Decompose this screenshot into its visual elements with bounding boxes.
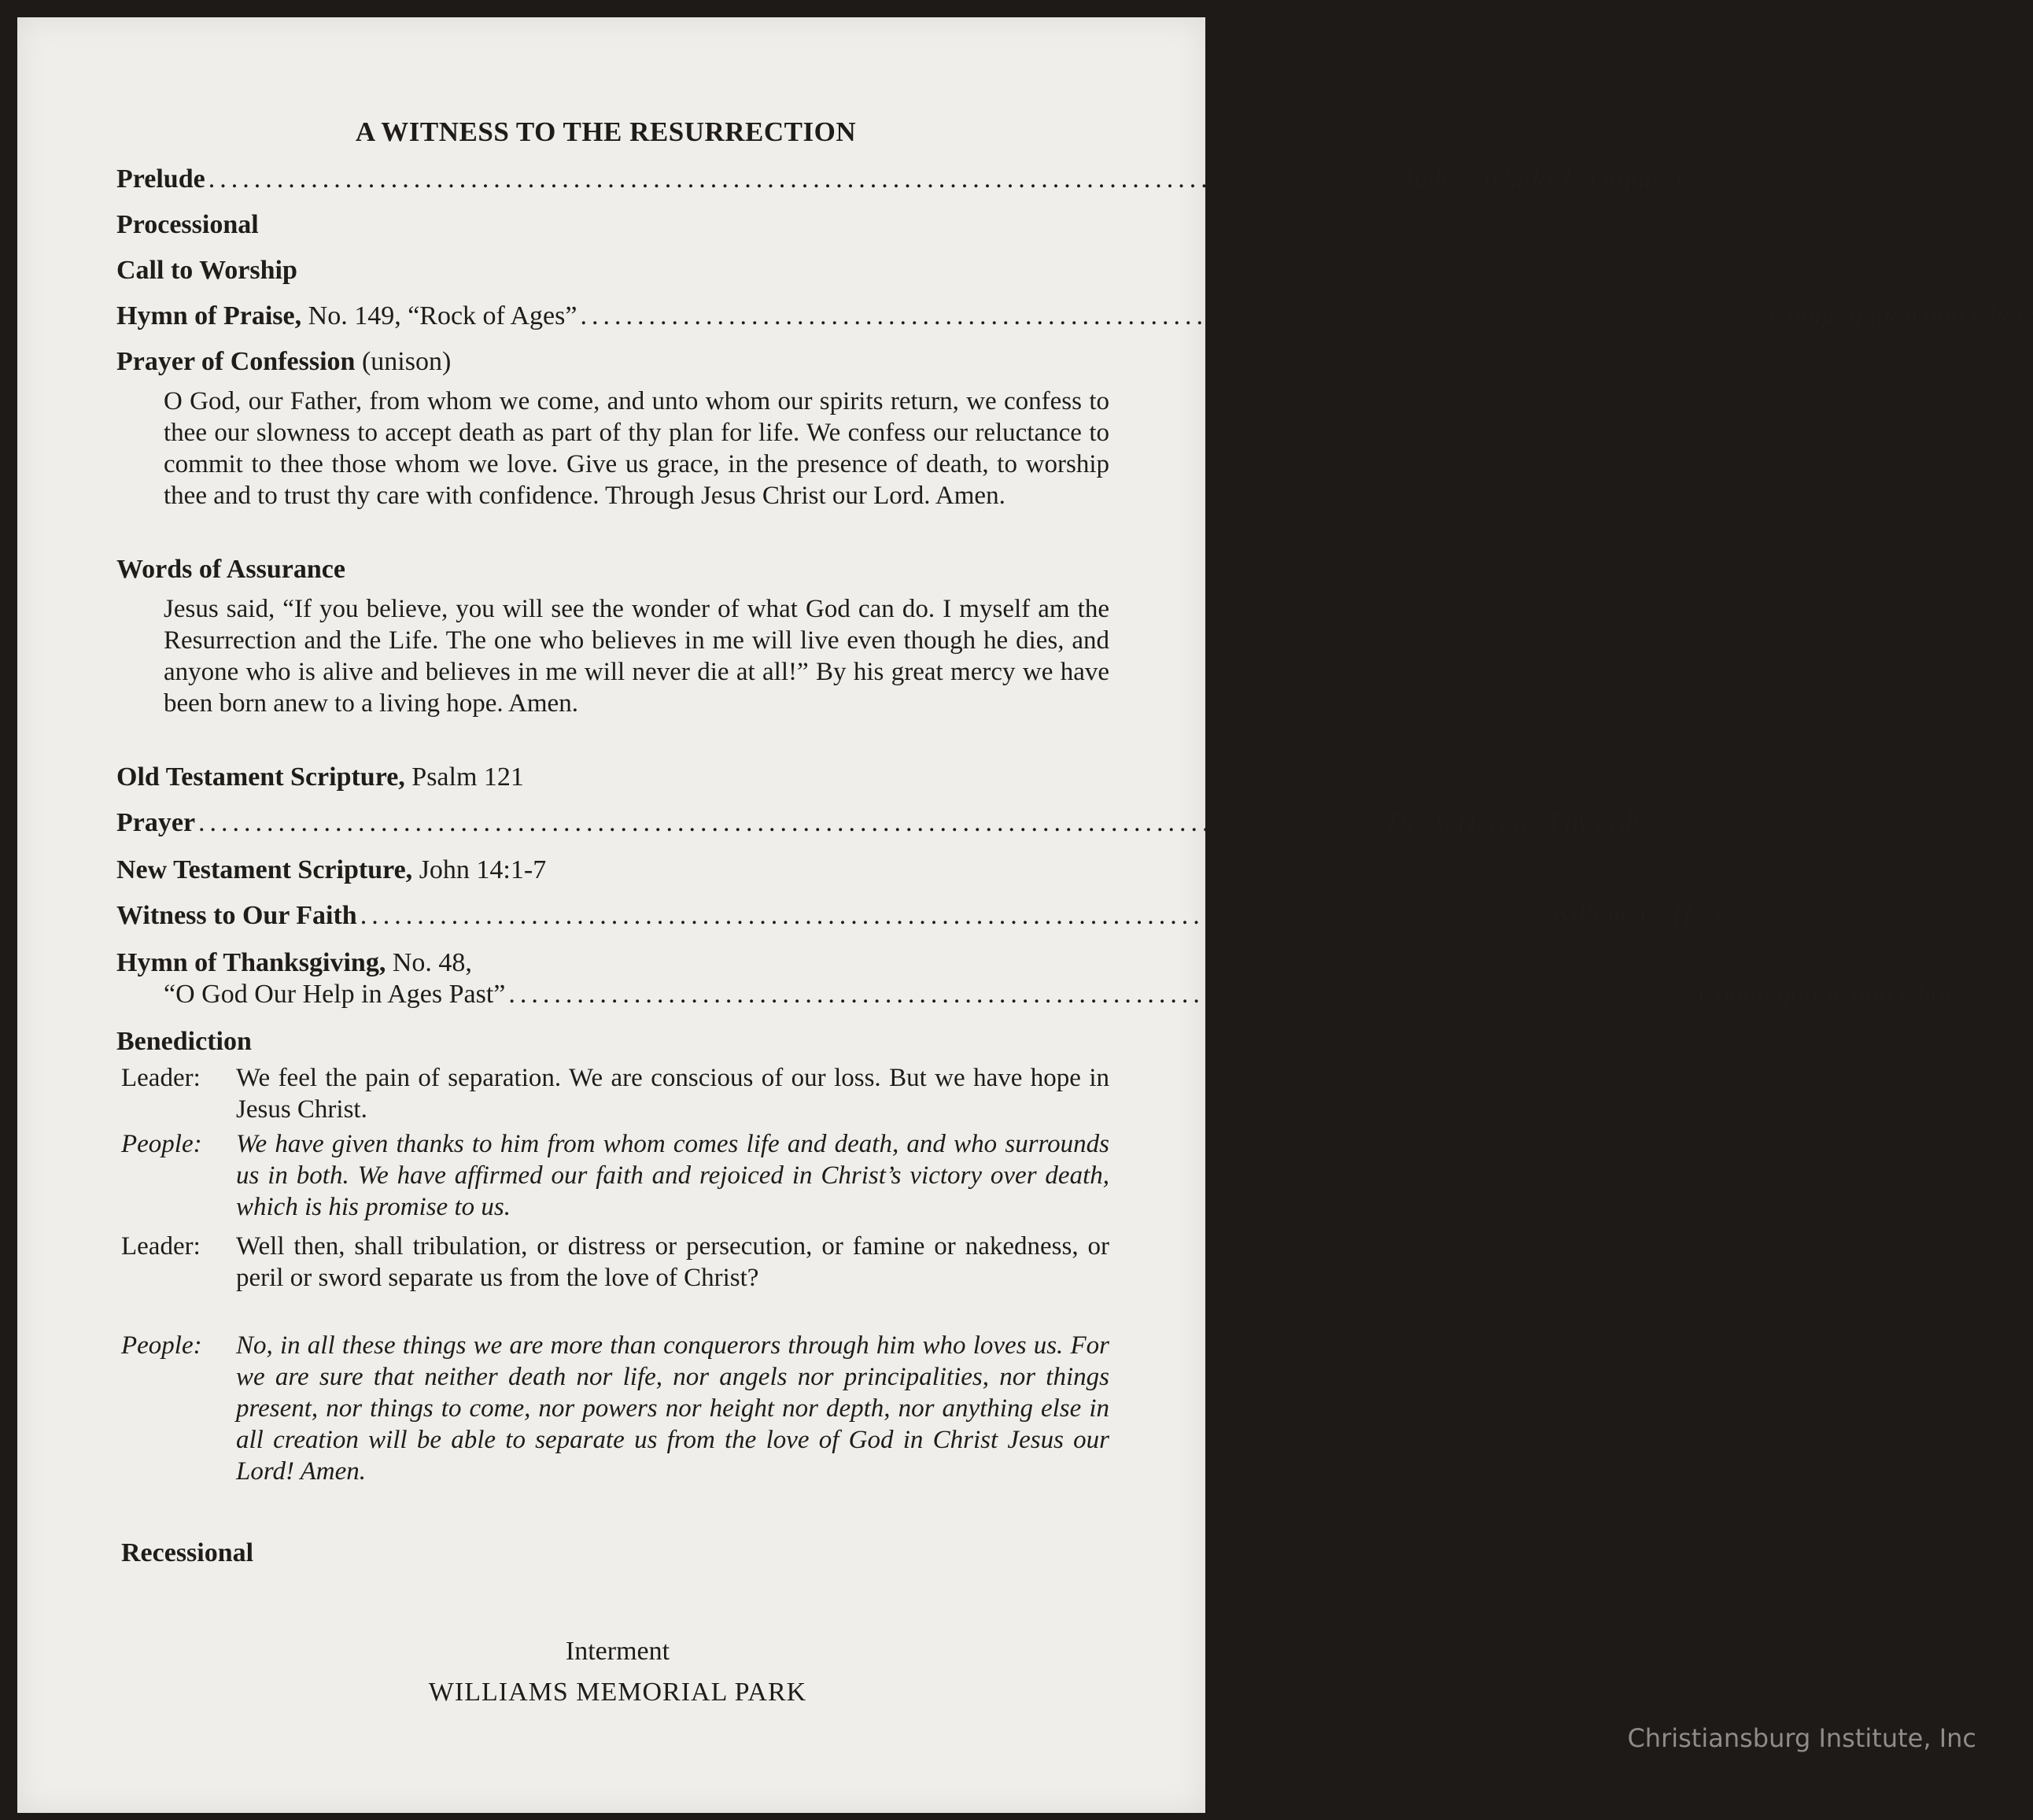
- benediction-response-2: [121, 1128, 1109, 1223]
- response-speaker: People:: [121, 1331, 202, 1360]
- benediction-response-3: [121, 1231, 1109, 1294]
- prayer-confession-label: Prayer of Confession: [116, 347, 356, 376]
- prayer-line: [116, 807, 1644, 839]
- hymn-thanks-title: “O God Our Help in Ages Past”: [164, 980, 506, 1009]
- recessional-label: Recessional: [121, 1538, 254, 1567]
- recessional-line: [121, 1538, 1114, 1569]
- processional-line: [116, 209, 1109, 241]
- prelude-performer: Audrey Whitlock, Organist: [1397, 164, 1684, 194]
- words-assurance-label: Words of Assurance: [116, 555, 345, 584]
- call-to-worship-line: [116, 255, 1109, 286]
- leader-dots: ........................................................................................................: [198, 808, 1385, 837]
- processional-label: Processional: [116, 210, 259, 239]
- response-text: We feel the pain of separation. We are conscious of our loss. But we have hope in Jesus Christ.: [236, 1064, 1109, 1124]
- hymn-praise-line: [116, 301, 2033, 332]
- interment-label: Interment: [565, 1637, 670, 1666]
- hymn-praise-performer: Congregation and Choir: [1769, 301, 2033, 330]
- benediction-response-1: [121, 1062, 1109, 1125]
- hymn-praise-label: Hymn of Praise,: [116, 301, 302, 330]
- watermark: Christiansburg Institute, Inc: [1627, 1723, 1976, 1753]
- leader-dots: ........................................................................................................: [208, 164, 1395, 194]
- old-testament-line: [116, 762, 1109, 793]
- leader-dots: ........................................................................................................: [508, 980, 1695, 1009]
- new-testament-label: New Testament Scripture,: [116, 855, 413, 884]
- response-text: We have given thanks to him from whom comes life and death, and who surrounds us in both. We have affirmed our faith and rejoiced in Christ’s victory over death, which is his promise to us.: [236, 1130, 1109, 1221]
- hymn-thanks-line: [116, 947, 1109, 979]
- leader-dots: ........................................................................................................: [360, 901, 1547, 930]
- response-speaker: Leader:: [121, 1064, 201, 1092]
- response-text: No, in all these things we are more than conquerors through him who loves us. For we are sure that neither death nor life, nor angels nor principalities, nor things present, nor things to come, nor powers nor height nor depth, nor anything else in all creation will be able to separate us from the love of God in Christ Jesus our Lord! Amen.: [236, 1331, 1109, 1486]
- leader-dots: ........................................................................................................: [580, 301, 1767, 330]
- prelude-label: Prelude: [116, 164, 205, 194]
- prayer-leader: Dr. A. Horatio Edwards: [1388, 808, 1644, 837]
- words-assurance-text: Jesus said, “If you believe, you will see the wonder of what God can do. I myself am the Resurrection and the Life. The one who believes in me will live even though he dies, and anyone who is alive and believes in me will never die at all!” By his great mercy we have been born anew to a living hope. Amen.: [164, 595, 1109, 718]
- call-to-worship-label: Call to Worship: [116, 256, 297, 285]
- prayer-confession-line: [116, 346, 1109, 378]
- prayer-confession-note: (unison): [361, 347, 452, 376]
- response-speaker: Leader:: [121, 1232, 201, 1261]
- new-testament-line: [116, 855, 1109, 886]
- benediction-response-4: [121, 1330, 1109, 1487]
- witness-line: [116, 900, 1728, 932]
- words-assurance-line: [116, 554, 1109, 585]
- old-testament-label: Old Testament Scripture,: [116, 762, 405, 792]
- old-testament-detail: Psalm 121: [411, 762, 524, 792]
- hymn-thanks-performer: Congregation and Choir: [1698, 980, 1962, 1009]
- hymn-thanks-title-line: [164, 979, 1962, 1010]
- cemetery-name: WILLIAMS MEMORIAL PARK: [428, 1678, 807, 1707]
- benediction-line: [116, 1026, 1109, 1058]
- hymn-thanks-detail: No. 48,: [392, 948, 472, 977]
- prayer-confession-text: O God, our Father, from whom we come, and unto whom our spirits return, we confess to thee our slowness to accept death as part of thy plan for life. We confess our reluctance to commit to thee those whom we love. Give us grace, in the presence of death, to worship thee and to trust thy care with confidence. Through Jesus Christ our Lord. Amen.: [164, 387, 1109, 510]
- prelude-line: [116, 164, 1684, 195]
- hymn-thanks-label: Hymn of Thanksgiving,: [116, 948, 386, 977]
- witness-speaker: William G. Heck: [1549, 901, 1728, 930]
- program-title: A WITNESS TO THE RESURRECTION: [355, 116, 857, 147]
- response-speaker: People:: [121, 1130, 202, 1158]
- benediction-label: Benediction: [116, 1027, 252, 1056]
- witness-label: Witness to Our Faith: [116, 901, 357, 930]
- new-testament-detail: John 14:1-7: [419, 855, 547, 884]
- hymn-praise-detail: No. 149, “Rock of Ages”: [308, 301, 577, 330]
- prayer-label: Prayer: [116, 808, 196, 837]
- response-text: Well then, shall tribulation, or distress or persecution, or famine or nakedness, or peril or sword separate us from the love of Christ?: [236, 1232, 1109, 1292]
